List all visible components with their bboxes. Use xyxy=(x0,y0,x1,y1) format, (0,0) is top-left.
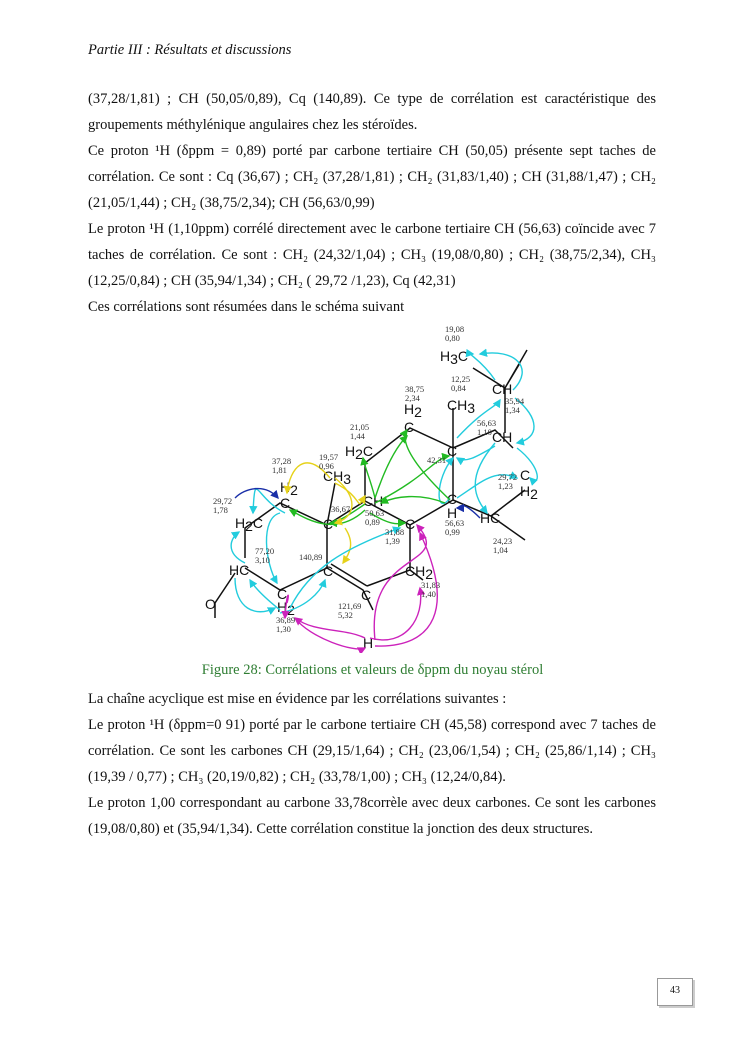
shift-label: 37,28 1,81 xyxy=(272,456,292,475)
shift-label: 50,63 0,89 xyxy=(365,508,385,527)
svg-text:HC: HC xyxy=(480,510,501,526)
svg-text:CH: CH xyxy=(492,429,513,445)
svg-text:H3C: H3C xyxy=(440,348,469,367)
body-text-bottom xyxy=(88,686,656,842)
shift-label: 21,05 1,44 xyxy=(350,422,370,441)
shift-label: 36,67 xyxy=(331,504,351,514)
shift-label: 29,72 1,23 xyxy=(498,472,518,491)
paragraph: Ce proton ¹H (δppm = 0,89) porté par carbone tertiaire CH (50,05) présente sept taches de corrélation. Ce sont : Cq (36,67) ; CH₂ (37,28/1,81) ; CH₂ (31,83/1,40) ; CH (31,88/1,47) ; CH₂ (21,05/1,44) ; CH₂ (38,75/2,34); CH (56,63/0,99) xyxy=(88,143,656,211)
svg-text:H2: H2 xyxy=(277,599,295,618)
svg-text:CH2: CH2 xyxy=(405,563,434,582)
svg-text:C: C xyxy=(361,587,372,603)
svg-text:H: H xyxy=(363,635,374,651)
svg-text:C: C xyxy=(323,563,334,579)
svg-text:H2: H2 xyxy=(520,483,538,502)
shift-label: 24,23 1,04 xyxy=(493,536,513,555)
svg-text:C: C xyxy=(447,491,458,507)
shift-label: 12,25 0,84 xyxy=(451,374,471,393)
shift-label: 36,89 1,30 xyxy=(276,615,296,634)
svg-text:H2C: H2C xyxy=(345,443,374,462)
svg-text:C: C xyxy=(405,516,416,532)
svg-text:CH: CH xyxy=(363,493,384,509)
sterol-structure-diagram xyxy=(195,318,555,653)
svg-text:CH3: CH3 xyxy=(323,468,352,487)
body-text-top xyxy=(88,86,656,320)
svg-text:HC: HC xyxy=(229,562,250,578)
svg-text:O: O xyxy=(205,596,216,612)
svg-text:C: C xyxy=(520,467,531,483)
paragraph: Ces corrélations sont résumées dans le schéma suivant xyxy=(88,299,405,315)
paragraph: Le proton 1,00 correspondant au carbone 33,78corrèle avec deux carbones. Ce sont les carbones (19,08/0,80) et (35,94/1,34). Cette corrélation constitue la jonction des deux structures. xyxy=(88,795,656,837)
shift-label: 56,63 0,99 xyxy=(445,518,465,537)
shift-label: 19,57 0,96 xyxy=(319,452,339,471)
figure-caption: Figure 28: Corrélations et valeurs de δppm du noyau stérol xyxy=(201,662,544,678)
paragraph: La chaîne acyclique est mise en évidence par les corrélations suivantes : xyxy=(88,691,507,707)
svg-text:H2C: H2C xyxy=(235,515,264,534)
svg-text:CH: CH xyxy=(492,381,513,397)
paragraph: Le proton ¹H (δppm=0 91) porté par le carbone tertiaire CH (45,58) correspond avec 7 taches de corrélation. Ce sont les carbones CH (29,15/1,64) ; CH₂ (23,06/1,54) ; CH₂ (25,86/1,14) ; CH₃ (19,39 / 0,77) ; CH₃ (20,19/0,82) ; CH₂ (33,78/1,00) ; CH₃ (12,24/0,84). xyxy=(88,717,656,785)
paragraph: Le proton ¹H (1,10ppm) corrélé directement avec le carbone tertiaire CH (56,63) coïncide avec 7 taches de corrélation. Ce sont : CH₂ (24,32/1,04) ; CH₃ (19,08/0,80) ; CH₂ (38,75/2,34), CH₃ (12,25/0,84) ; CH (35,94/1,34) ; CH₂ ( 29,72 /1,23), Cq (42,31) xyxy=(88,221,656,289)
shift-label: 29,72 1,78 xyxy=(213,496,233,515)
shift-label: 42,31 xyxy=(427,455,447,465)
page-number: 43 xyxy=(657,978,693,1006)
page-header: Partie III : Résultats et discussions xyxy=(88,42,292,58)
shift-label: 140,89 xyxy=(299,552,323,562)
paragraph: (37,28/1,81) ; CH (50,05/0,89), Cq (140,89). Ce type de corrélation est caractéristique des groupements méthylénique angulaires chez les stéroïdes. xyxy=(88,91,656,133)
shift-label: 77,20 3,10 xyxy=(255,546,275,565)
svg-text:C: C xyxy=(323,516,334,532)
svg-text:CH3: CH3 xyxy=(447,397,476,416)
sterol-correlation-figure xyxy=(195,318,555,658)
shift-label: 38,75 2,34 xyxy=(405,384,425,403)
shift-label: 31,83 1,40 xyxy=(421,580,441,599)
svg-text:C: C xyxy=(447,443,458,459)
shift-label: 35,94 1,34 xyxy=(505,396,525,415)
svg-text:H: H xyxy=(447,505,458,521)
shift-label: 56,63 1,10 xyxy=(477,418,497,437)
svg-text:C: C xyxy=(277,586,288,602)
shift-label: 121,69 5,32 xyxy=(338,601,362,620)
shift-label: 31,88 1,39 xyxy=(385,527,405,546)
svg-text:C: C xyxy=(404,419,415,435)
svg-text:C: C xyxy=(280,495,291,511)
shift-label: 19,08 0,80 xyxy=(445,324,465,343)
svg-text:H2: H2 xyxy=(280,479,298,498)
svg-text:H2: H2 xyxy=(404,401,422,420)
